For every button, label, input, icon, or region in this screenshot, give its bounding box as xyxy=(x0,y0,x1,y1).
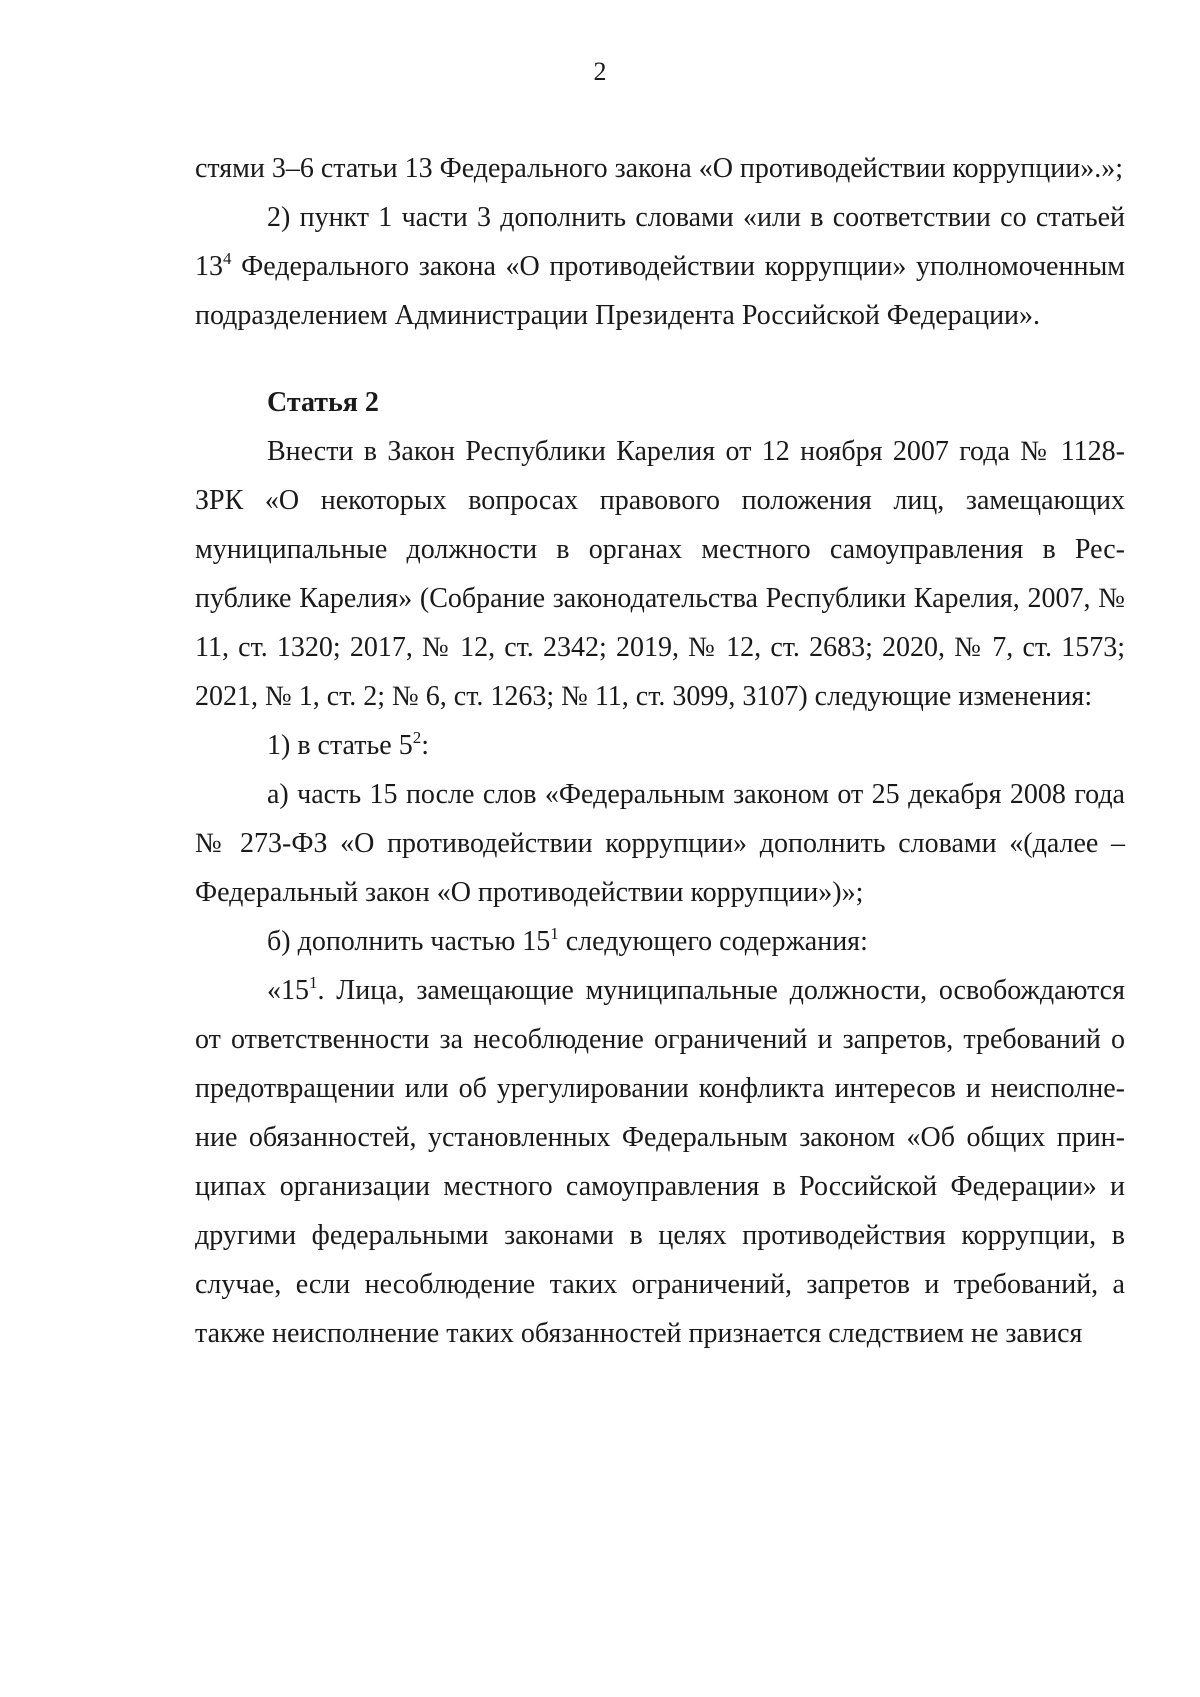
document-body xyxy=(195,144,1125,1358)
superscript: 2 xyxy=(412,728,422,747)
paragraph-article-intro xyxy=(195,427,1125,721)
paragraph-continuation xyxy=(195,144,1125,193)
paragraph-text: а) часть 15 после слов «Федеральным законом от 25 декабря 2008 года № 273-ФЗ «О противодействии коррупции» дополнить словами «(далее – Федеральный закон «О противодействии коррупции»)»; xyxy=(195,779,1125,908)
paragraph-text: Внести в Закон Республики Карелия от 12 ноября 2007 года № 1128-ЗРК «О некоторых вопросах правового положения лиц, замещающих муниципальные должности в органах местного самоуправления в Республике Карелия» (Собрание законодательства Республики Карелия, 2007, № 11, ст. 1320; 2017, № 12, ст. 2342; 2019, № 12, ст. 2683; 2020, № 7, ст. 1573; 2021, № 1, ст. 2; № 6, ст. 1263; № 11, ст. 3099, 3107) следующие изменения: xyxy=(195,436,1125,712)
superscript: 4 xyxy=(223,249,232,268)
paragraph-text: б) дополнить частью 15 xyxy=(267,926,551,957)
paragraph-subitem-a xyxy=(195,770,1125,917)
paragraph-text: следующего содержания: xyxy=(558,926,868,957)
superscript: 1 xyxy=(550,924,559,943)
paragraph-text: Федерального закона «О противодействии коррупции» уполномоченным подразделением Администрации Президента Российской Федерации». xyxy=(195,251,1125,331)
paragraph-item-2 xyxy=(195,193,1125,340)
paragraph-text: 1) в статье 5 xyxy=(267,730,413,761)
paragraph-quoted-part xyxy=(195,966,1125,1358)
article-heading: Статья 2 xyxy=(267,387,379,418)
paragraph-item-1 xyxy=(195,721,1125,770)
page-number: 2 xyxy=(593,57,607,86)
paragraph-text: . Лица, замещающие муниципальные должности, освобождаются от ответственности за несоблюдение ограничений и запретов, требований о предотвращении или об урегулировании конфликта интересов и неисполнение обязанностей, установленных Федеральным законом «Об общих принципах организации местного самоуправления в Российской Федерации» и другими федеральными законами в целях противодействия коррупции, в случае, если несоблюдение таких ограничений, запретов и требований, а также неисполнение таких обязанностей признается следствием не завися xyxy=(195,975,1125,1349)
paragraph-text: стями 3–6 статьи 13 Федерального закона «О противодействии коррупции».»; xyxy=(195,153,1124,184)
paragraph-text: «15 xyxy=(267,975,309,1006)
superscript: 1 xyxy=(309,973,318,992)
paragraph-text: : xyxy=(421,730,429,761)
paragraph-subitem-b xyxy=(195,917,1125,966)
paragraph-text: 2) пункт 1 части 3 дополнить словами «или в соответствии со статьей 13 xyxy=(195,202,1125,282)
